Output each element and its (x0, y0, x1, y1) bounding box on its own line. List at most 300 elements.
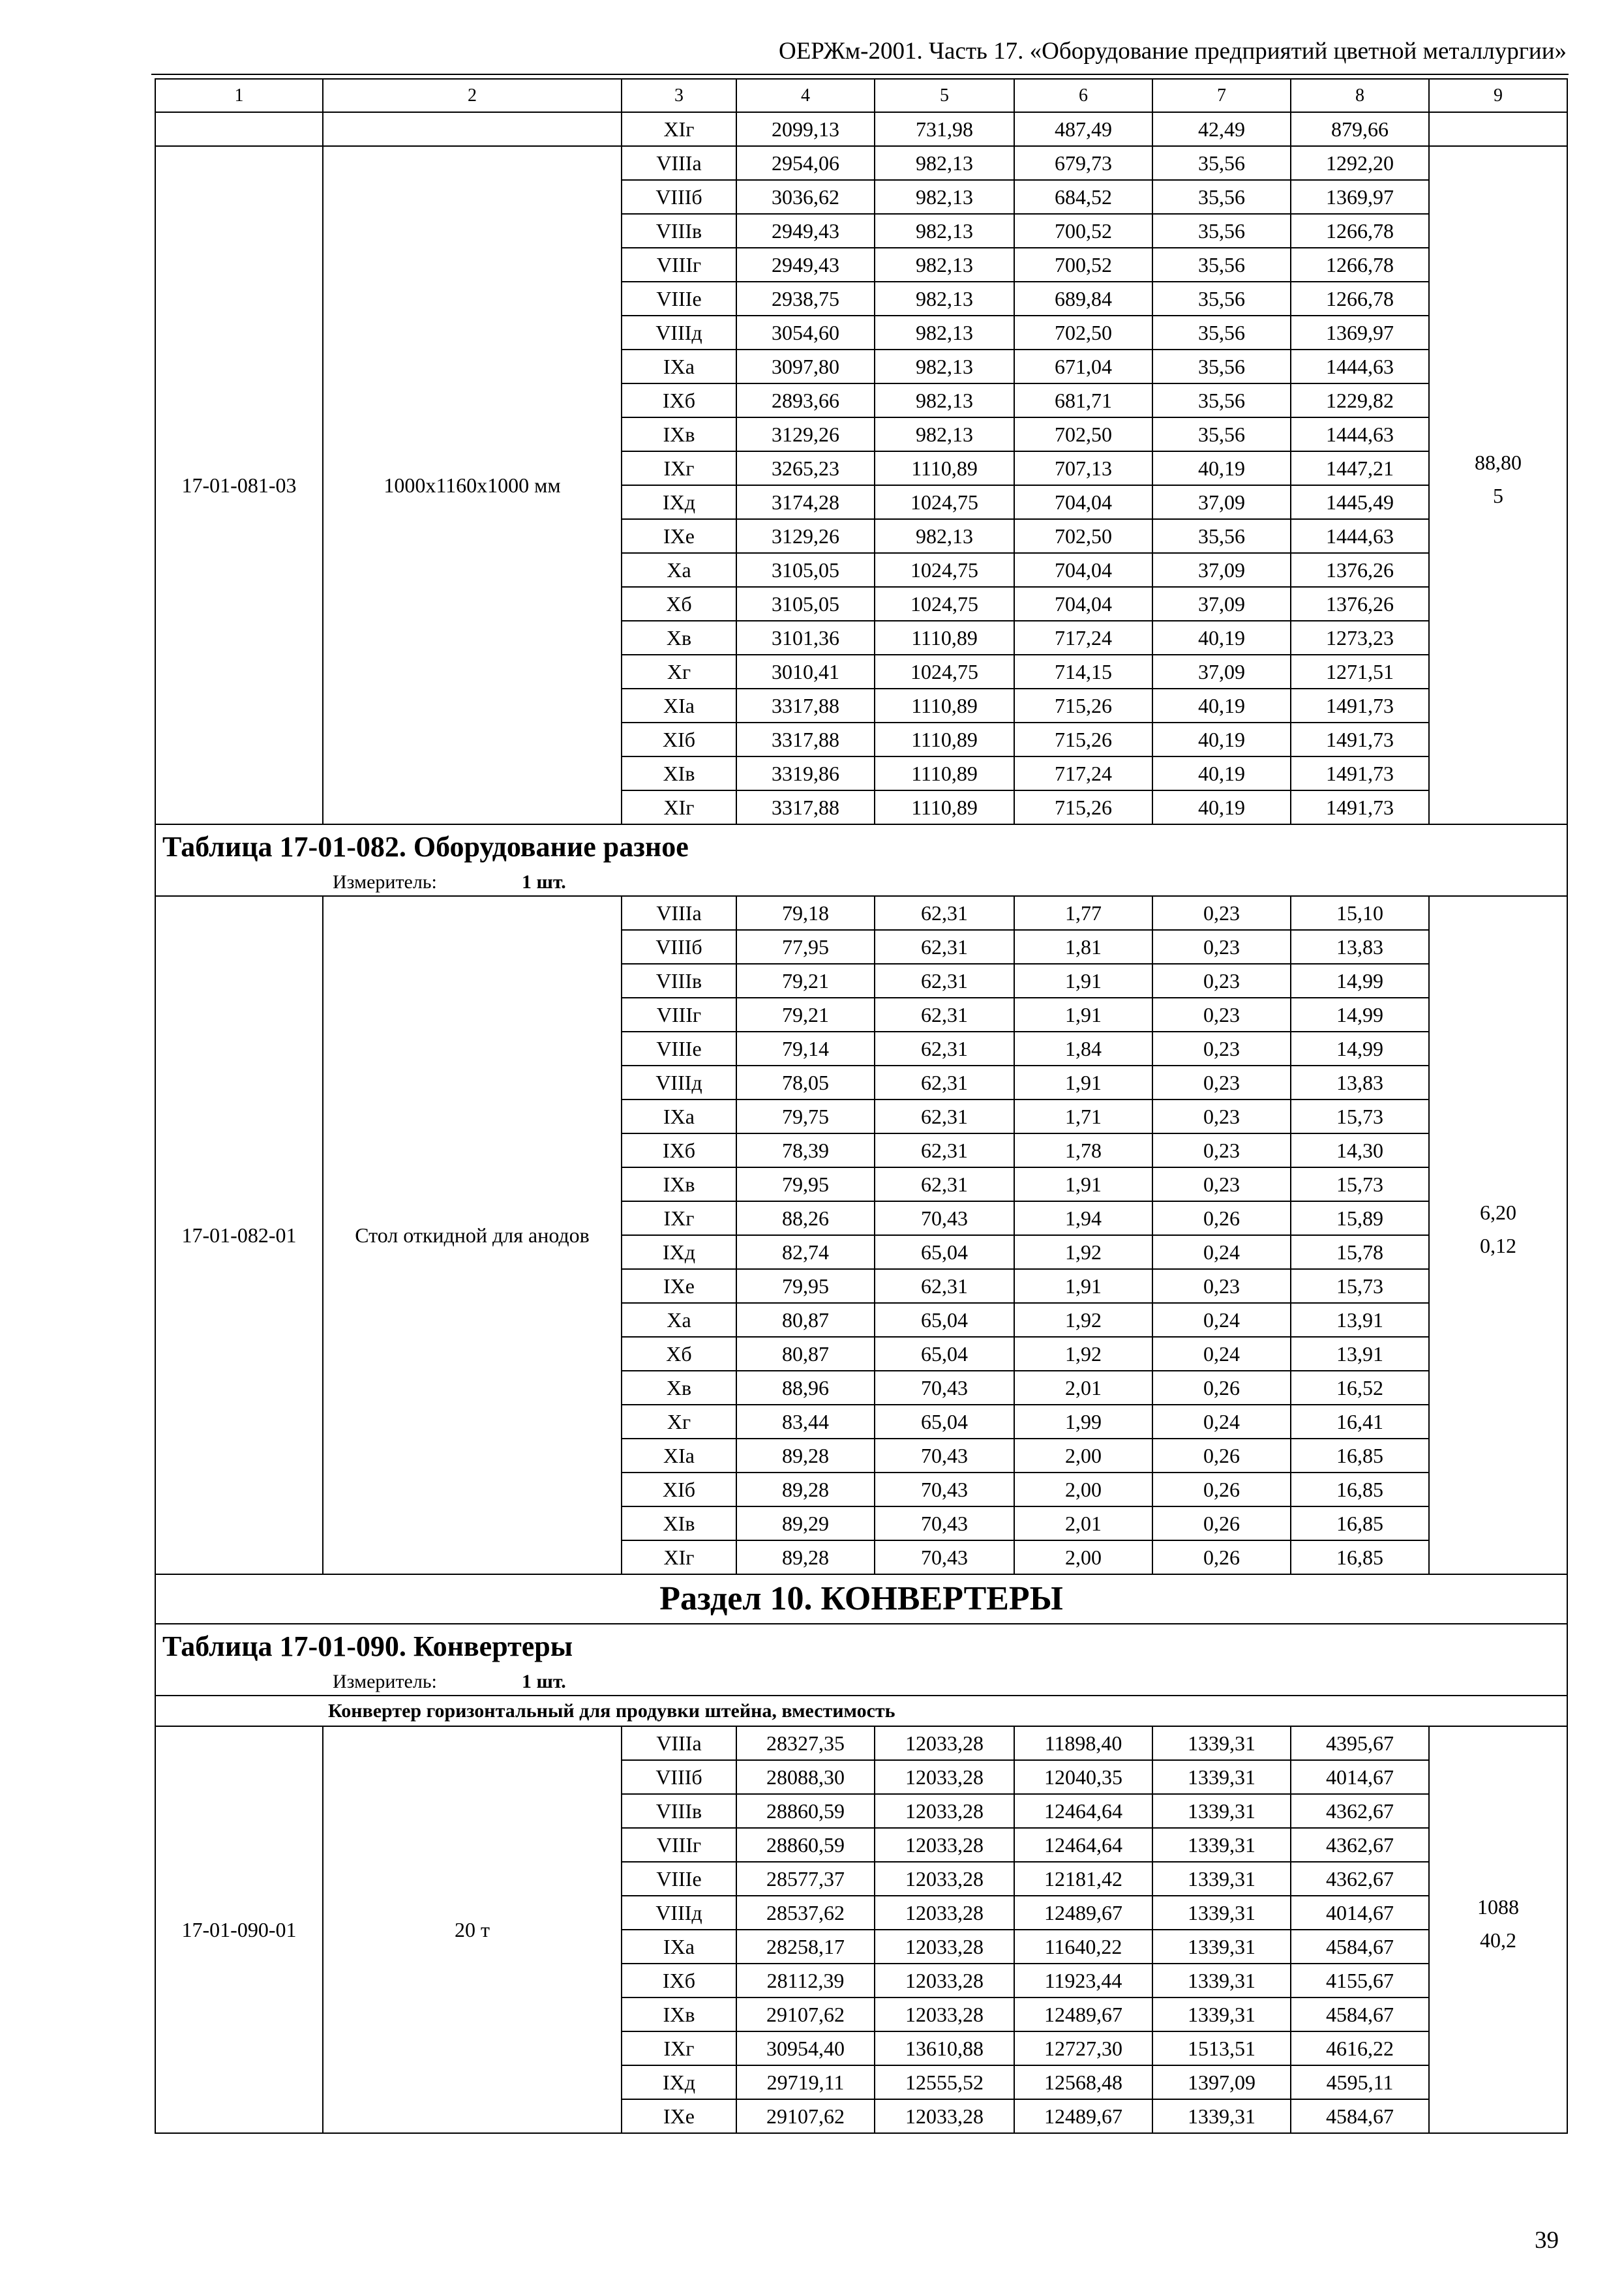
region-cell: IXг (622, 1201, 736, 1235)
value-cell: 35,56 (1152, 214, 1291, 248)
value-cell: 79,95 (736, 1167, 875, 1201)
value-cell: 0,26 (1152, 1371, 1291, 1405)
value-cell: 89,29 (736, 1506, 875, 1540)
value-cell: 80,87 (736, 1337, 875, 1371)
rate-code (155, 112, 323, 146)
value-cell: 12033,28 (875, 1930, 1014, 1964)
value-cell: 982,13 (875, 383, 1014, 417)
value-cell: 982,13 (875, 180, 1014, 214)
value-cell: 715,26 (1014, 689, 1152, 723)
value-cell: 1444,63 (1291, 417, 1429, 451)
value-cell: 35,56 (1152, 316, 1291, 350)
value-cell: 11923,44 (1014, 1964, 1152, 1997)
value-cell: 70,43 (875, 1201, 1014, 1235)
column-header-4: 4 (736, 79, 875, 112)
value-cell: 700,52 (1014, 248, 1152, 282)
value-cell: 16,85 (1291, 1506, 1429, 1540)
value-cell: 13,83 (1291, 930, 1429, 964)
value-cell: 1491,73 (1291, 723, 1429, 756)
value-cell: 717,24 (1014, 756, 1152, 790)
value-cell: 12464,64 (1014, 1794, 1152, 1828)
value-cell: 70,43 (875, 1473, 1014, 1506)
value-cell: 62,31 (875, 1100, 1014, 1133)
value-cell: 684,52 (1014, 180, 1152, 214)
value-cell: 12033,28 (875, 1794, 1014, 1828)
value-cell: 29719,11 (736, 2065, 875, 2099)
value-cell: 1024,75 (875, 655, 1014, 689)
value-cell: 2949,43 (736, 214, 875, 248)
value-cell: 3174,28 (736, 485, 875, 519)
region-cell: IXа (622, 350, 736, 383)
value-cell: 62,31 (875, 1167, 1014, 1201)
value-cell: 2949,43 (736, 248, 875, 282)
table-row (155, 1726, 1567, 1760)
value-cell: 0,24 (1152, 1235, 1291, 1269)
value-cell: 1,91 (1014, 1269, 1152, 1303)
value-cell: 1491,73 (1291, 689, 1429, 723)
value-cell: 79,95 (736, 1269, 875, 1303)
value-cell: 0,26 (1152, 1439, 1291, 1473)
value-cell: 35,56 (1152, 282, 1291, 316)
value-cell: 89,28 (736, 1473, 875, 1506)
value-cell: 77,95 (736, 930, 875, 964)
value-cell: 37,09 (1152, 587, 1291, 621)
value-cell: 15,73 (1291, 1167, 1429, 1201)
value-cell: 982,13 (875, 350, 1014, 383)
value-cell: 12033,28 (875, 1828, 1014, 1862)
column-header-3: 3 (622, 79, 736, 112)
value-cell: 1229,82 (1291, 383, 1429, 417)
region-cell: VIIIб (622, 180, 736, 214)
region-cell: IXб (622, 1964, 736, 1997)
column-header-6: 6 (1014, 79, 1152, 112)
value-cell: 1266,78 (1291, 282, 1429, 316)
region-cell: XIа (622, 1439, 736, 1473)
region-cell: VIIIг (622, 1828, 736, 1862)
value-cell: 40,19 (1152, 689, 1291, 723)
value-cell: 12181,42 (1014, 1862, 1152, 1896)
value-cell: 1,91 (1014, 964, 1152, 998)
value-cell: 40,19 (1152, 723, 1291, 756)
value-cell: 1,78 (1014, 1133, 1152, 1167)
value-cell: 4595,11 (1291, 2065, 1429, 2099)
value-cell: 12568,48 (1014, 2065, 1152, 2099)
value-cell: 62,31 (875, 1032, 1014, 1066)
region-cell: XIв (622, 756, 736, 790)
value-cell: 982,13 (875, 214, 1014, 248)
equipment-name: Стол откидной для анодов (323, 896, 622, 1574)
value-cell: 13,91 (1291, 1303, 1429, 1337)
value-cell: 28537,62 (736, 1896, 875, 1930)
value-cell: 4362,67 (1291, 1862, 1429, 1896)
table-title: Таблица 17-01-090. Конвертеры (155, 1624, 1567, 1668)
value-cell: 1,94 (1014, 1201, 1152, 1235)
value-cell: 717,24 (1014, 621, 1152, 655)
value-cell: 4362,67 (1291, 1794, 1429, 1828)
value-cell: 11898,40 (1014, 1726, 1152, 1760)
page-number: 39 (1535, 2227, 1559, 2254)
table-row (155, 146, 1567, 180)
value-cell: 3010,41 (736, 655, 875, 689)
value-cell: 35,56 (1152, 383, 1291, 417)
value-cell: 35,56 (1152, 519, 1291, 553)
value-cell: 1,91 (1014, 1167, 1152, 1201)
rate-code: 17-01-090-01 (155, 1726, 323, 2133)
subheading: Конвертер горизонтальный для продувки штейна, вместимость (155, 1696, 1567, 1726)
value-cell: 62,31 (875, 930, 1014, 964)
value-cell: 0,24 (1152, 1337, 1291, 1371)
value-cell: 0,26 (1152, 1540, 1291, 1574)
value-cell: 879,66 (1291, 112, 1429, 146)
value-cell: 35,56 (1152, 417, 1291, 451)
value-cell: 79,21 (736, 998, 875, 1032)
measure-row (155, 1668, 1567, 1696)
value-cell: 62,31 (875, 896, 1014, 930)
region-cell: XIг (622, 790, 736, 824)
value-cell: 4155,67 (1291, 1964, 1429, 1997)
value-cell: 1339,31 (1152, 1760, 1291, 1794)
value-cell: 62,31 (875, 998, 1014, 1032)
column-9-values (1429, 1726, 1567, 2133)
value-cell: 2,00 (1014, 1540, 1152, 1574)
value-cell: 4616,22 (1291, 2031, 1429, 2065)
value-cell: 3054,60 (736, 316, 875, 350)
value-cell: 4584,67 (1291, 1930, 1429, 1964)
value-cell: 0,23 (1152, 964, 1291, 998)
value-cell: 79,75 (736, 1100, 875, 1133)
value-cell: 2954,06 (736, 146, 875, 180)
column-header-2: 2 (323, 79, 622, 112)
value-cell: 12040,35 (1014, 1760, 1152, 1794)
measure-value: 1 шт. (522, 1670, 566, 1692)
value-cell: 12033,28 (875, 2099, 1014, 2133)
value-cell: 1,92 (1014, 1303, 1152, 1337)
value-cell: 70,43 (875, 1439, 1014, 1473)
value-cell: 65,04 (875, 1337, 1014, 1371)
value-cell: 3036,62 (736, 180, 875, 214)
value-cell: 16,85 (1291, 1439, 1429, 1473)
region-cell: Xб (622, 1337, 736, 1371)
value-cell: 15,10 (1291, 896, 1429, 930)
region-cell: VIIIв (622, 214, 736, 248)
value-cell: 62,31 (875, 964, 1014, 998)
value-cell: 62,31 (875, 1066, 1014, 1100)
region-cell: Xг (622, 1405, 736, 1439)
value-cell: 12489,67 (1014, 1997, 1152, 2031)
column-header-5: 5 (875, 79, 1014, 112)
region-cell: Xа (622, 1303, 736, 1337)
value-cell: 28088,30 (736, 1760, 875, 1794)
value-cell: 3105,05 (736, 587, 875, 621)
region-cell: VIIIб (622, 930, 736, 964)
value-cell: 12033,28 (875, 1862, 1014, 1896)
page-header-title: ОЕРЖм-2001. Часть 17. «Оборудование предприятий цветной металлургии» (778, 38, 1567, 65)
value-cell: 0,23 (1152, 1032, 1291, 1066)
value-cell: 40,19 (1152, 756, 1291, 790)
value-cell: 4014,67 (1291, 1896, 1429, 1930)
value-cell: 35,56 (1152, 248, 1291, 282)
region-cell: VIIIа (622, 896, 736, 930)
value-cell: 28258,17 (736, 1930, 875, 1964)
value-cell: 16,52 (1291, 1371, 1429, 1405)
value-cell: 2,01 (1014, 1371, 1152, 1405)
region-cell: VIIIв (622, 1794, 736, 1828)
value-cell: 37,09 (1152, 485, 1291, 519)
value-cell: 1110,89 (875, 723, 1014, 756)
value-cell: 702,50 (1014, 519, 1152, 553)
value-cell: 16,85 (1291, 1473, 1429, 1506)
value-cell: 982,13 (875, 282, 1014, 316)
column-header-1: 1 (155, 79, 323, 112)
equipment-name: 20 т (323, 1726, 622, 2133)
value-cell: 89,28 (736, 1540, 875, 1574)
value-cell: 88,96 (736, 1371, 875, 1405)
column-header-9: 9 (1429, 79, 1567, 112)
value-cell: 715,26 (1014, 790, 1152, 824)
value-cell: 689,84 (1014, 282, 1152, 316)
value-cell: 1266,78 (1291, 214, 1429, 248)
region-cell: IXе (622, 2099, 736, 2133)
region-cell: IXв (622, 417, 736, 451)
value-cell: 731,98 (875, 112, 1014, 146)
value-cell: 65,04 (875, 1303, 1014, 1337)
value-cell: 83,44 (736, 1405, 875, 1439)
value-cell: 1491,73 (1291, 790, 1429, 824)
value-cell: 40,19 (1152, 451, 1291, 485)
region-cell: VIIIа (622, 146, 736, 180)
value-cell: 82,74 (736, 1235, 875, 1269)
value-cell: 13610,88 (875, 2031, 1014, 2065)
column-9-value: 88,80 (1475, 451, 1522, 474)
value-cell: 702,50 (1014, 417, 1152, 451)
price-table (155, 78, 1568, 2134)
value-cell: 1024,75 (875, 553, 1014, 587)
value-cell: 15,89 (1291, 1201, 1429, 1235)
section-title-row (155, 1574, 1567, 1624)
table-title-row (155, 1624, 1567, 1668)
value-cell: 1369,97 (1291, 180, 1429, 214)
value-cell: 982,13 (875, 316, 1014, 350)
column-9-values (1429, 112, 1567, 146)
region-cell: VIIIб (622, 1760, 736, 1794)
value-cell: 1110,89 (875, 756, 1014, 790)
value-cell: 2,00 (1014, 1439, 1152, 1473)
value-cell: 1271,51 (1291, 655, 1429, 689)
value-cell: 681,71 (1014, 383, 1152, 417)
value-cell: 14,30 (1291, 1133, 1429, 1167)
column-9-values (1429, 146, 1567, 824)
value-cell: 0,23 (1152, 1167, 1291, 1201)
region-cell: Xг (622, 655, 736, 689)
value-cell: 4395,67 (1291, 1726, 1429, 1760)
column-9-value: 6,20 (1480, 1201, 1516, 1224)
value-cell: 0,23 (1152, 1066, 1291, 1100)
value-cell: 3097,80 (736, 350, 875, 383)
column-9-value: 0,12 (1480, 1234, 1516, 1257)
value-cell: 0,26 (1152, 1506, 1291, 1540)
value-cell: 70,43 (875, 1371, 1014, 1405)
region-cell: IXб (622, 1133, 736, 1167)
value-cell: 40,19 (1152, 790, 1291, 824)
region-cell: XIб (622, 1473, 736, 1506)
value-cell: 1444,63 (1291, 350, 1429, 383)
value-cell: 37,09 (1152, 655, 1291, 689)
value-cell: 13,83 (1291, 1066, 1429, 1100)
value-cell: 487,49 (1014, 112, 1152, 146)
region-cell: XIа (622, 689, 736, 723)
table-row (155, 112, 1567, 146)
value-cell: 78,05 (736, 1066, 875, 1100)
value-cell: 1339,31 (1152, 1828, 1291, 1862)
equipment-name (323, 112, 622, 146)
value-cell: 1,81 (1014, 930, 1152, 964)
region-cell: XIв (622, 1506, 736, 1540)
region-cell: VIIIд (622, 1066, 736, 1100)
value-cell: 15,78 (1291, 1235, 1429, 1269)
value-cell: 3105,05 (736, 553, 875, 587)
value-cell: 1110,89 (875, 621, 1014, 655)
value-cell: 1447,21 (1291, 451, 1429, 485)
value-cell: 13,91 (1291, 1337, 1429, 1371)
value-cell: 62,31 (875, 1269, 1014, 1303)
value-cell: 1273,23 (1291, 621, 1429, 655)
value-cell: 702,50 (1014, 316, 1152, 350)
value-cell: 42,49 (1152, 112, 1291, 146)
value-cell: 0,23 (1152, 1269, 1291, 1303)
value-cell: 700,52 (1014, 214, 1152, 248)
value-cell: 35,56 (1152, 146, 1291, 180)
value-cell: 715,26 (1014, 723, 1152, 756)
value-cell: 2893,66 (736, 383, 875, 417)
measure-value: 1 шт. (522, 871, 566, 893)
value-cell: 3317,88 (736, 790, 875, 824)
value-cell: 4584,67 (1291, 1997, 1429, 2031)
value-cell: 14,99 (1291, 998, 1429, 1032)
value-cell: 12033,28 (875, 1726, 1014, 1760)
region-cell: VIIIг (622, 248, 736, 282)
value-cell: 1024,75 (875, 587, 1014, 621)
value-cell: 1339,31 (1152, 1896, 1291, 1930)
value-cell: 0,23 (1152, 896, 1291, 930)
value-cell: 1339,31 (1152, 2099, 1291, 2133)
value-cell: 1,92 (1014, 1337, 1152, 1371)
column-header-8: 8 (1291, 79, 1429, 112)
value-cell: 62,31 (875, 1133, 1014, 1167)
value-cell: 15,73 (1291, 1100, 1429, 1133)
value-cell: 1376,26 (1291, 553, 1429, 587)
value-cell: 3319,86 (736, 756, 875, 790)
value-cell: 1,71 (1014, 1100, 1152, 1133)
value-cell: 2,01 (1014, 1506, 1152, 1540)
value-cell: 78,39 (736, 1133, 875, 1167)
value-cell: 79,14 (736, 1032, 875, 1066)
value-cell: 0,26 (1152, 1201, 1291, 1235)
region-cell: XIб (622, 723, 736, 756)
value-cell: 0,23 (1152, 930, 1291, 964)
region-cell: IXд (622, 2065, 736, 2099)
value-cell: 12727,30 (1014, 2031, 1152, 2065)
value-cell: 1292,20 (1291, 146, 1429, 180)
subheading-row (155, 1696, 1567, 1726)
value-cell: 65,04 (875, 1235, 1014, 1269)
region-cell: VIIIе (622, 1862, 736, 1896)
region-cell: VIIIе (622, 1032, 736, 1066)
value-cell: 3317,88 (736, 689, 875, 723)
value-cell: 1266,78 (1291, 248, 1429, 282)
region-cell: IXа (622, 1930, 736, 1964)
region-cell: VIIIд (622, 1896, 736, 1930)
value-cell: 1110,89 (875, 451, 1014, 485)
measure-row (155, 869, 1567, 896)
value-cell: 982,13 (875, 146, 1014, 180)
value-cell: 704,04 (1014, 553, 1152, 587)
value-cell: 14,99 (1291, 1032, 1429, 1066)
value-cell: 28112,39 (736, 1964, 875, 1997)
measure-cell (155, 1668, 1567, 1696)
region-cell: IXе (622, 1269, 736, 1303)
region-cell: Xа (622, 553, 736, 587)
value-cell: 0,24 (1152, 1303, 1291, 1337)
value-cell: 12489,67 (1014, 2099, 1152, 2133)
region-cell: IXе (622, 519, 736, 553)
value-cell: 35,56 (1152, 350, 1291, 383)
region-cell: IXд (622, 485, 736, 519)
value-cell: 1397,09 (1152, 2065, 1291, 2099)
value-cell: 704,04 (1014, 587, 1152, 621)
value-cell: 1110,89 (875, 790, 1014, 824)
region-cell: VIIIг (622, 998, 736, 1032)
measure-label: Измеритель: (333, 871, 437, 893)
value-cell: 12033,28 (875, 1997, 1014, 2031)
rate-code: 17-01-081-03 (155, 146, 323, 824)
value-cell: 12033,28 (875, 1760, 1014, 1794)
value-cell: 704,04 (1014, 485, 1152, 519)
region-cell: IXг (622, 451, 736, 485)
value-cell: 37,09 (1152, 553, 1291, 587)
column-9-value: 1088 (1477, 1895, 1519, 1919)
value-cell: 11640,22 (1014, 1930, 1152, 1964)
value-cell: 707,13 (1014, 451, 1152, 485)
value-cell: 16,85 (1291, 1540, 1429, 1574)
value-cell: 1369,97 (1291, 316, 1429, 350)
value-cell: 12033,28 (875, 1964, 1014, 1997)
value-cell: 79,21 (736, 964, 875, 998)
value-cell: 29107,62 (736, 2099, 875, 2133)
value-cell: 65,04 (875, 1405, 1014, 1439)
value-cell: 1513,51 (1152, 2031, 1291, 2065)
value-cell: 982,13 (875, 248, 1014, 282)
equipment-name: 1000x1160x1000 мм (323, 146, 622, 824)
value-cell: 1445,49 (1291, 485, 1429, 519)
value-cell: 89,28 (736, 1439, 875, 1473)
value-cell: 88,26 (736, 1201, 875, 1235)
region-cell: XIг (622, 1540, 736, 1574)
value-cell: 2,00 (1014, 1473, 1152, 1506)
region-cell: IXг (622, 2031, 736, 2065)
value-cell: 0,24 (1152, 1405, 1291, 1439)
value-cell: 4362,67 (1291, 1828, 1429, 1862)
value-cell: 28577,37 (736, 1862, 875, 1896)
value-cell: 3265,23 (736, 451, 875, 485)
region-cell: IXв (622, 1997, 736, 2031)
value-cell: 982,13 (875, 417, 1014, 451)
value-cell: 14,99 (1291, 964, 1429, 998)
value-cell: 4014,67 (1291, 1760, 1429, 1794)
value-cell: 12555,52 (875, 2065, 1014, 2099)
measure-cell (155, 869, 1567, 896)
value-cell: 1339,31 (1152, 1964, 1291, 1997)
value-cell: 28327,35 (736, 1726, 875, 1760)
